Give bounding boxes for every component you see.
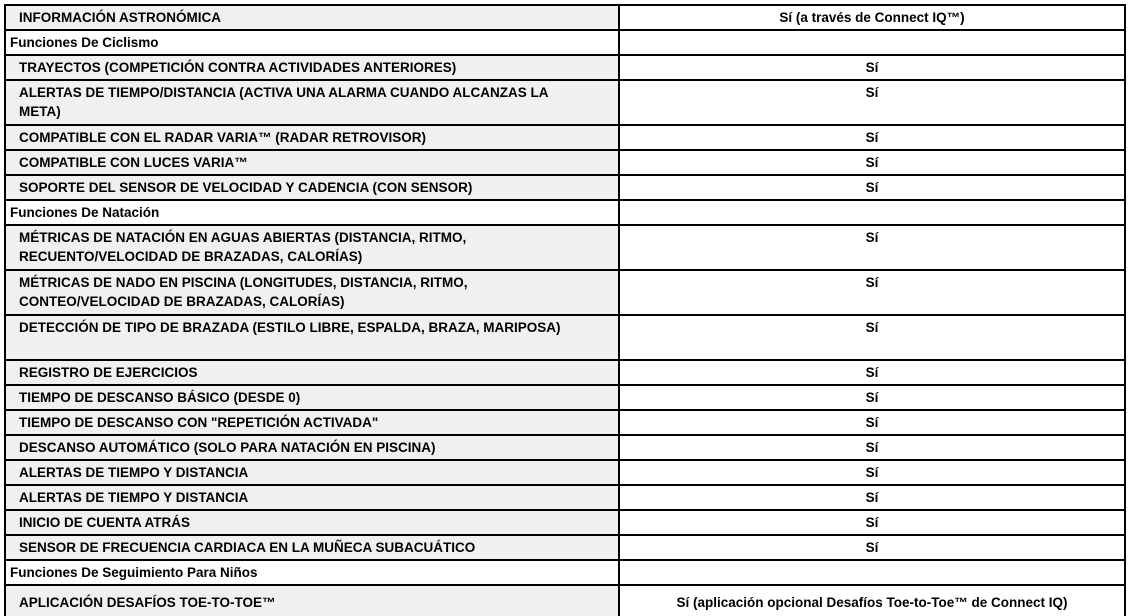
section-value — [619, 200, 1125, 225]
feature-label: TIEMPO DE DESCANSO BÁSICO (DESDE 0) — [5, 385, 619, 410]
feature-row — [5, 5, 1125, 30]
feature-value: Sí — [619, 410, 1125, 435]
section-value — [619, 30, 1125, 55]
feature-label: DETECCIÓN DE TIPO DE BRAZADA (ESTILO LIBRE, ESPALDA, BRAZA, MARIPOSA) — [5, 315, 619, 360]
feature-row — [5, 315, 1125, 360]
feature-label: INFORMACIÓN ASTRONÓMICA — [5, 5, 619, 30]
feature-value: Sí — [619, 175, 1125, 200]
feature-label: TIEMPO DE DESCANSO CON "REPETICIÓN ACTIVADA" — [5, 410, 619, 435]
feature-value: Sí — [619, 360, 1125, 385]
feature-row — [5, 55, 1125, 80]
feature-label: ALERTAS DE TIEMPO Y DISTANCIA — [5, 460, 619, 485]
feature-label: ALERTAS DE TIEMPO/DISTANCIA (ACTIVA UNA ALARMA CUANDO ALCANZAS LA META) — [5, 80, 619, 125]
feature-label: TRAYECTOS (COMPETICIÓN CONTRA ACTIVIDADES ANTERIORES) — [5, 55, 619, 80]
feature-label: INICIO DE CUENTA ATRÁS — [5, 510, 619, 535]
feature-value: Sí — [619, 385, 1125, 410]
feature-row — [5, 585, 1125, 616]
feature-value: Sí — [619, 125, 1125, 150]
feature-value: Sí (a través de Connect IQ™) — [619, 5, 1125, 30]
feature-row — [5, 360, 1125, 385]
feature-label: SOPORTE DEL SENSOR DE VELOCIDAD Y CADENCIA (CON SENSOR) — [5, 175, 619, 200]
feature-value: Sí — [619, 535, 1125, 560]
feature-row — [5, 175, 1125, 200]
feature-label: COMPATIBLE CON EL RADAR VARIA™ (RADAR RETROVISOR) — [5, 125, 619, 150]
feature-value: Sí — [619, 460, 1125, 485]
feature-value: Sí — [619, 435, 1125, 460]
feature-value: Sí (aplicación opcional Desafíos Toe-to-Toe™ de Connect IQ) — [619, 585, 1125, 616]
feature-row — [5, 460, 1125, 485]
section-row — [5, 30, 1125, 55]
feature-row — [5, 270, 1125, 315]
feature-label: SENSOR DE FRECUENCIA CARDIACA EN LA MUÑECA SUBACUÁTICO — [5, 535, 619, 560]
section-label: Funciones De Ciclismo — [5, 30, 619, 55]
feature-label: DESCANSO AUTOMÁTICO (SOLO PARA NATACIÓN EN PISCINA) — [5, 435, 619, 460]
feature-value: Sí — [619, 270, 1125, 315]
feature-row — [5, 150, 1125, 175]
feature-row — [5, 435, 1125, 460]
feature-label: APLICACIÓN DESAFÍOS TOE-TO-TOE™ — [5, 585, 619, 616]
feature-value: Sí — [619, 485, 1125, 510]
feature-value: Sí — [619, 510, 1125, 535]
section-row — [5, 200, 1125, 225]
feature-row — [5, 410, 1125, 435]
feature-row — [5, 485, 1125, 510]
feature-label: MÉTRICAS DE NATACIÓN EN AGUAS ABIERTAS (DISTANCIA, RITMO, RECUENTO/VELOCIDAD DE BRAZADAS, CALORÍAS) — [5, 225, 619, 270]
features-table — [4, 4, 1126, 616]
section-value — [619, 560, 1125, 585]
section-label: Funciones De Natación — [5, 200, 619, 225]
section-row — [5, 560, 1125, 585]
feature-row — [5, 385, 1125, 410]
feature-row — [5, 510, 1125, 535]
feature-row — [5, 80, 1125, 125]
section-label: Funciones De Seguimiento Para Niños — [5, 560, 619, 585]
feature-value: Sí — [619, 55, 1125, 80]
feature-row — [5, 225, 1125, 270]
feature-label: MÉTRICAS DE NADO EN PISCINA (LONGITUDES, DISTANCIA, RITMO, CONTEO/VELOCIDAD DE BRAZADAS, CALORÍAS) — [5, 270, 619, 315]
feature-label: COMPATIBLE CON LUCES VARIA™ — [5, 150, 619, 175]
feature-value: Sí — [619, 225, 1125, 270]
feature-row — [5, 535, 1125, 560]
feature-label: REGISTRO DE EJERCICIOS — [5, 360, 619, 385]
feature-label: ALERTAS DE TIEMPO Y DISTANCIA — [5, 485, 619, 510]
feature-row — [5, 125, 1125, 150]
feature-value: Sí — [619, 150, 1125, 175]
feature-value: Sí — [619, 315, 1125, 360]
feature-value: Sí — [619, 80, 1125, 125]
